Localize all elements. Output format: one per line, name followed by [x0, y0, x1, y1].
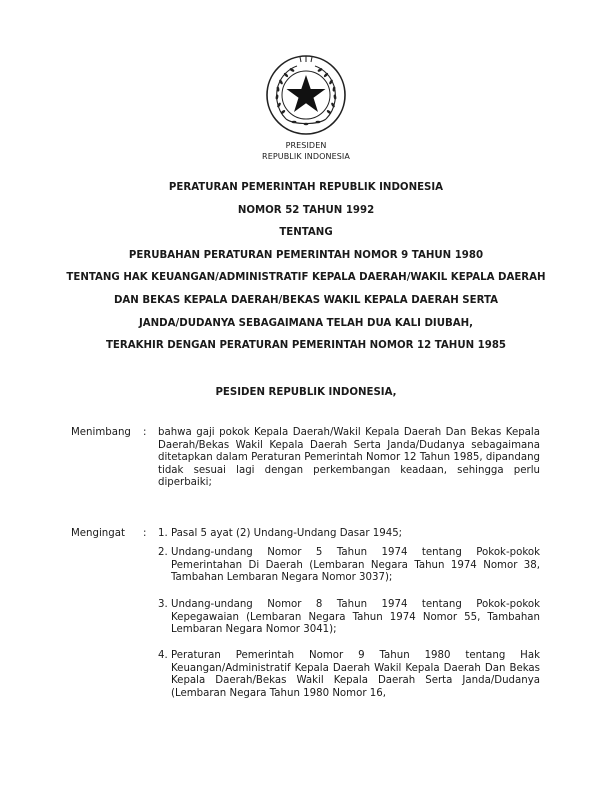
list-item-text: Peraturan Pemerintah Nomor 9 Tahun 1980 tentang Hak Keuangan/Administratif Kepala Daerah Wakil Kepala Daerah Dan Bekas Kepala Daerah/Bekas Wakil Kepala Daerah Serta Janda/Dudanya (Lembaran Negara Tahun 1980 Nomor 16, [171, 650, 540, 699]
list-item [158, 650, 540, 700]
list-item-number: 1. [158, 528, 168, 539]
title-line: JANDA/DUDANYA SEBAGAIMANA TELAH DUA KALI DIUBAH, [138, 317, 474, 329]
president-caption [0, 140, 612, 162]
presidential-emblem [264, 53, 348, 137]
mengingat-colon: : [143, 528, 147, 539]
menimbang-colon: : [143, 427, 147, 438]
title-line: TERAKHIR DENGAN PERATURAN PEMERINTAH NOMOR 12 TAHUN 1985 [105, 340, 507, 352]
list-item-text: Undang-undang Nomor 5 Tahun 1974 tentang Pokok-pokok Pemerintahan Di Daerah (Lembaran Negara Tahun 1974 Nomor 38, Tambahan Lembaran Negara Nomor 3037); [171, 547, 540, 584]
regulation-title [40, 181, 572, 362]
menimbang-text: bahwa gaji pokok Kepala Daerah/Wakil Kepala Daerah Dan Bekas Kepala Daerah/Bekas Wakil Kepala Daerah Serta Janda/Dudanya sebagaimana ditetapkan dalam Peraturan Pemerintah Nomor 12 Tahun 1985, dipandang tidak sesuai lagi dengan perkembangan keadaan, sehingga perlu diperbaiki; [158, 427, 540, 489]
list-item [158, 599, 540, 637]
president-heading: PESIDEN REPUBLIK INDONESIA, [215, 387, 397, 398]
list-item-number: 2. [158, 547, 168, 558]
mengingat-label: Mengingat [71, 528, 125, 539]
title-line: PERUBAHAN PERATURAN PEMERINTAH NOMOR 9 TAHUN 1980 [128, 249, 484, 261]
list-item-text: Undang-undang Nomor 8 Tahun 1974 tentang Pokok-pokok Kepegawaian (Lembaran Negara Tahun 1974 Nomor 55, Tambahan Lembaran Negara Nomor 3041); [171, 599, 540, 636]
list-item-number: 4. [158, 650, 168, 661]
list-item-text: Pasal 5 ayat (2) Undang-Undang Dasar 1945; [171, 528, 403, 539]
caption-presiden: PRESIDEN [285, 141, 327, 150]
title-line: NOMOR 52 TAHUN 1992 [237, 204, 375, 216]
list-item [158, 528, 540, 541]
title-line: TENTANG [279, 227, 333, 239]
title-line: DAN BEKAS KEPALA DAERAH/BEKAS WAKIL KEPALA DAERAH SERTA [113, 294, 499, 306]
title-line: TENTANG HAK KEUANGAN/ADMINISTRATIF KEPALA DAERAH/WAKIL KEPALA DAERAH [66, 272, 546, 284]
list-item-number: 3. [158, 599, 168, 610]
menimbang-label: Menimbang [71, 427, 131, 438]
caption-republik-indonesia: REPUBLIK INDONESIA [262, 152, 350, 161]
list-item [158, 547, 540, 585]
garuda-star-wreath-emblem-icon [264, 53, 348, 137]
title-line: PERATURAN PEMERINTAH REPUBLIK INDONESIA [168, 182, 444, 193]
